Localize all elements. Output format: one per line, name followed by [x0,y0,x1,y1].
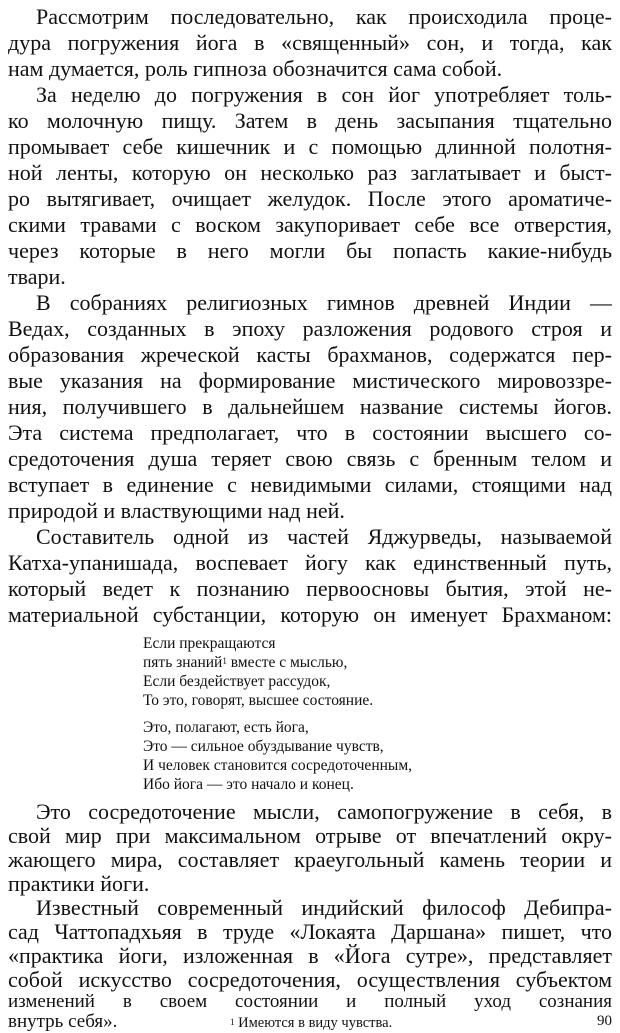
paragraph-6-line-5: изменений в своем состоянии и полный уход сознания [8,992,612,1012]
paragraph-4-line-1: Составитель одной из частей Яджурведы, называемой [36,524,612,549]
footnote-mark: 1 [230,1017,235,1027]
paragraph-6-line-1: Известный современный индийский философ Дебипра- [36,896,612,920]
verse-1-line-3: Если бездействует рассудок, [143,673,331,690]
verse-1-line-2-start: пять знаний [143,654,223,671]
paragraph-2-line-2: ко молочную пищу. Затем в день засыпания тщательно [8,108,612,133]
paragraph-4-line-3: который ведет к познанию первоосновы бытия, этой не- [8,576,612,601]
paragraph-3-line-2: Ведах, созданных в эпоху разложения родового строя и [8,316,612,341]
paragraph-3-line-4: вые указания на формирование мистического мировоззре- [8,368,612,393]
paragraph-6-line-6: внутрь себя». [8,1012,118,1032]
verse-2-line-3: И человек становится сосредоточенным, [143,757,413,774]
paragraph-5-line-2: свой мир при максимальном отрыве от впечатлений окру- [8,824,612,848]
footnote-reference-mark: 1 [222,656,227,666]
verse-2-line-2: Это — сильное обуздывание чувств, [143,738,384,755]
paragraph-5-line-1: Это сосредоточение мысли, самопогружение в себя, в [36,800,612,824]
paragraph-3-line-9: природой и властвующими над ней. [8,498,345,523]
verse-2-line-1: Это, полагают, есть йога, [143,719,309,736]
paragraph-3-line-7: средоточения душа теряет свою связь с бренным телом и [8,446,612,471]
paragraph-1-line-3: нам думается, роль гипноза обозначится сама собой. [8,56,503,81]
verse-2-line-4: Ибо йога — это начало и конец. [143,776,354,793]
paragraph-2-line-4: ной ленты, которую он несколько раз заглатывает и быст- [8,160,612,185]
paragraph-6-line-2: сад Чаттопадхьяя в труде «Локаята Даршана» пишет, что [8,920,612,944]
verse-1-line-4: То это, говорят, высшее состояние. [143,692,374,709]
paragraph-3-line-1: В собраниях религиозных гимнов древней Индии — [36,290,612,315]
verse-1-line-2-end: вместе с мыслью, [226,654,348,671]
paragraph-1-line-2: дура погружения йога в «священный» сон, и тогда, как [8,30,612,55]
paragraph-2-line-1: За неделю до погружения в сон йог употребляет толь- [36,82,612,107]
footnote-text: Имеются в виду чувства. [234,1015,393,1031]
paragraph-2-line-8: твари. [8,264,66,289]
page-number: 90 [597,1013,612,1029]
paragraph-5-line-4: практики йоги. [8,872,150,896]
paragraph-2-line-7: через которые в него могли бы попасть какие-нибудь [8,238,612,263]
paragraph-3-line-5: ния, получившего в дальнейшем название системы йогов. [8,394,612,419]
paragraph-2-line-3: промывает себе кишечник и с помощью длинной полотня- [8,134,612,159]
paragraph-3-line-8: вступает в единение с невидимыми силами, стоящими над [8,472,612,497]
verse-1-line-2 [143,653,347,672]
paragraph-3-line-3: образования жреческой касты брахманов, содержатся пер- [8,342,612,367]
paragraph-1-line-1: Рассмотрим последовательно, как происходила проце- [36,4,612,29]
paragraph-2-line-5: ро вытягивает, очищает желудок. После этого ароматиче- [8,186,612,211]
paragraph-2-line-6: скими травами с воском закупоривает себе все отверстия, [8,212,612,237]
paragraph-6-line-3: «практика йоги, изложенная в «Йога сутре», представляет [8,944,612,968]
verse-1-line-1: Если прекращаются [143,635,276,652]
paragraph-5-line-3: жающего мира, составляет краеугольный камень теории и [8,848,612,872]
paragraph-4-line-4: материальной субстанции, которую он именует Брахманом: [8,602,612,627]
paragraph-4-line-2: Катха-упанишада, воспевает йогу как единственный путь, [8,550,612,575]
paragraph-3-line-6: Эта система предполагает, что в состоянии высшего со- [8,420,612,445]
paragraph-6-line-4: собой искусство сосредоточения, осуществления субъектом [8,968,612,992]
